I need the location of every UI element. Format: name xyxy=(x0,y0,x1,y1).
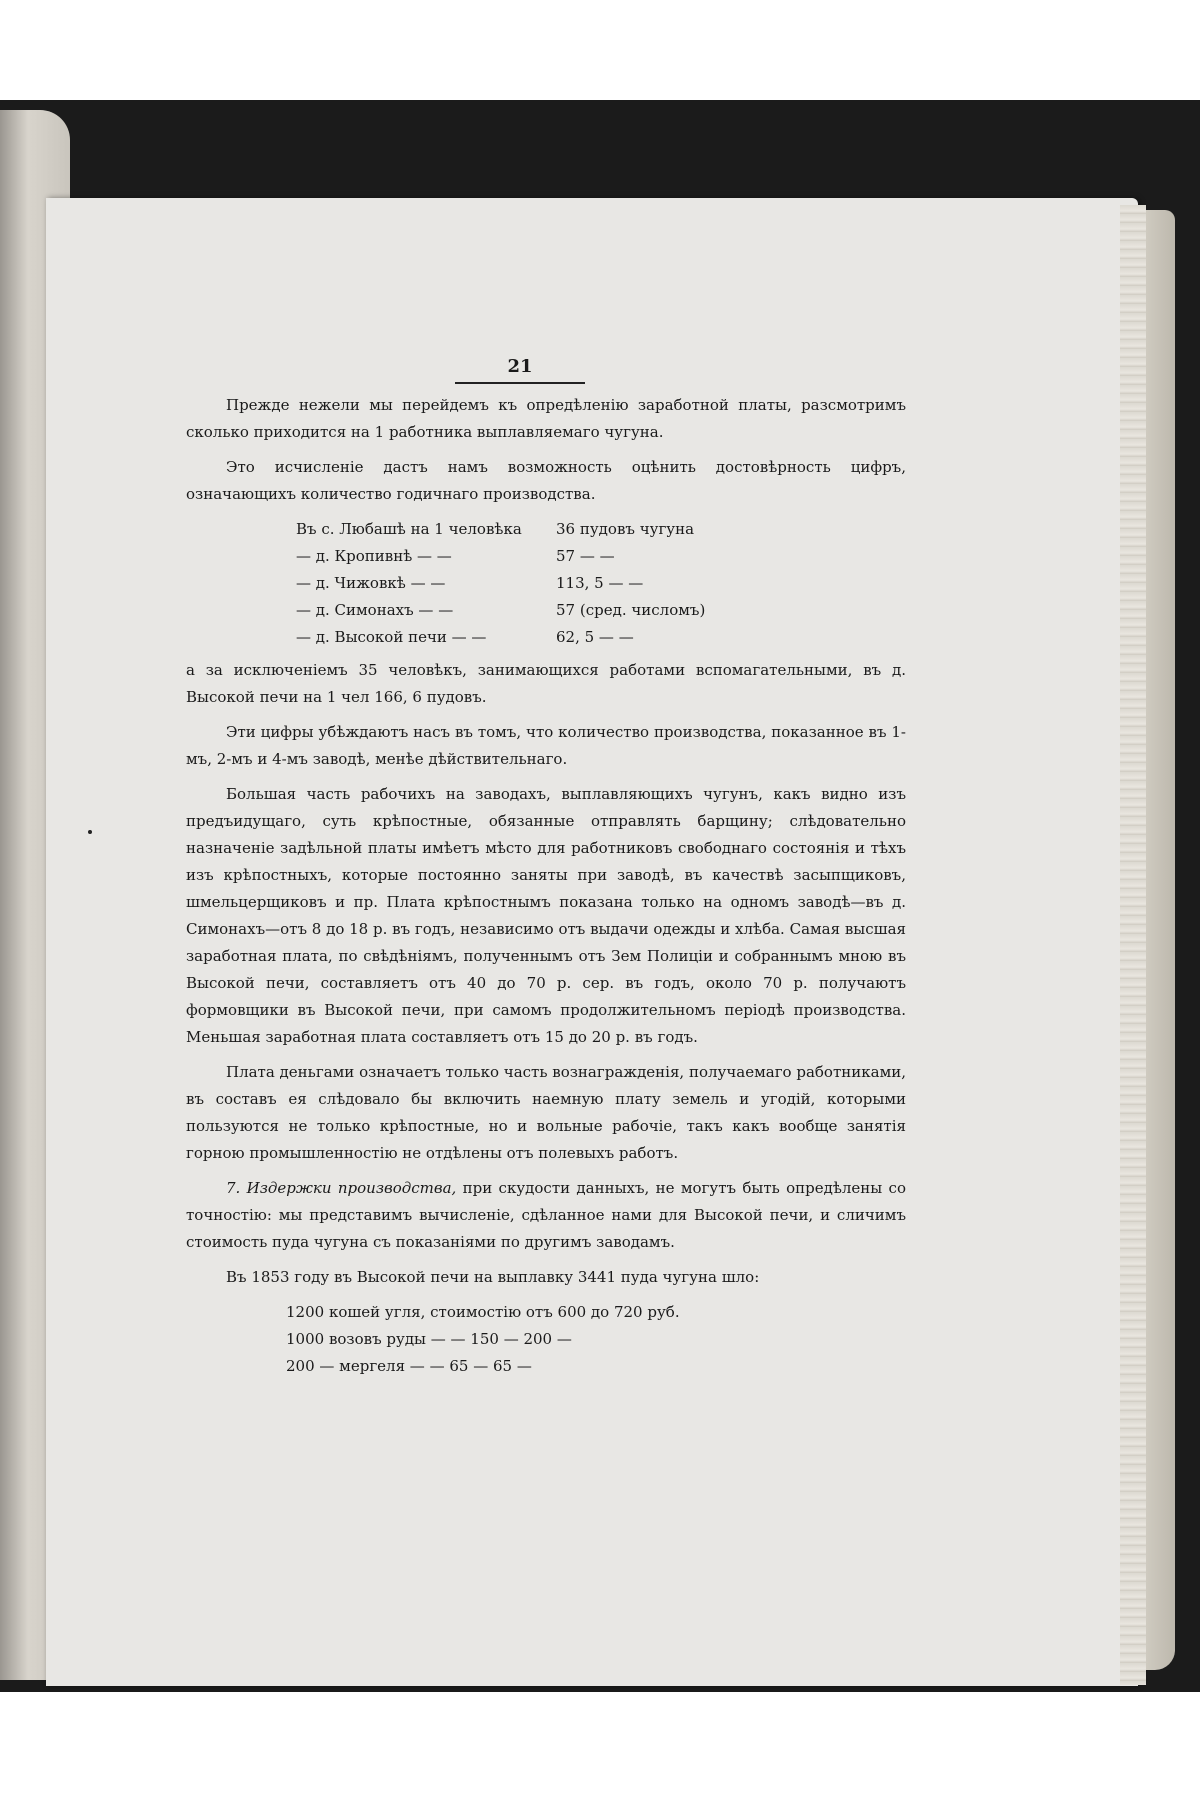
page-edge xyxy=(1120,205,1146,1685)
paragraph-5: Большая часть рабочихъ на заводахъ, выплавляющихъ чугунъ, какъ видно изъ предъидущаго, суть крѣпостные, обязанные отправлять барщину; слѣдовательно назначеніе задѣльной платы имѣетъ мѣсто для работниковъ свободнаго состоянія и тѣхъ изъ крѣпостныхъ, которые постоянно заняты при заводѣ, въ качествѣ засыпщиковъ, шмельцерщиковъ и пр. Плата крѣпостнымъ показана только на одномъ заводѣ—въ д. Симонахъ—отъ 8 до 18 р. въ годъ, независимо отъ выдачи одежды и хлѣба. Самая высшая заработная плата, по свѣдѣніямъ, полученнымъ отъ Зем Полиціи и собраннымъ мною въ Высокой печи, составляетъ отъ 40 до 70 р. сер. въ годъ, около 70 р. получаютъ формовщики въ Высокой печи, при самомъ продолжительномъ періодѣ производства. Меньшая заработная плата составляетъ отъ 15 до 20 р. въ годъ. xyxy=(186,785,906,1046)
paragraph-2: Это исчисленіе дастъ намъ возможность оцѣнить достовѣрность цифръ, означающихъ количество годичнаго производства. xyxy=(186,458,906,503)
list-value: 62, 5 — — xyxy=(556,628,634,646)
list-item xyxy=(296,570,906,597)
list-place: Въ с. Любашѣ на 1 человѣка xyxy=(296,520,522,538)
list-place: — д. Симонахъ — — xyxy=(296,601,454,619)
margin-mark xyxy=(88,830,92,834)
list-item: 1200 кошей угля, стоимостію отъ 600 до 720 руб. xyxy=(286,1303,680,1321)
list-item xyxy=(296,624,906,651)
paragraph-1: Прежде нежели мы перейдемъ къ опредѣленію заработной платы, разсмотримъ сколько приходится на 1 работника выплавляемаго чугуна. xyxy=(186,396,906,441)
paragraph-7-text: при скудости данныхъ, не могутъ быть опредѣлены со точностію: мы представимъ вычисленіе, сдѣланное нами для Высокой печи, и сличимъ стоимость пуда чугуна съ показаніями по другимъ заводамъ. xyxy=(186,1179,906,1251)
list-value: 36 пудовъ чугуна xyxy=(556,520,695,538)
list-item xyxy=(296,543,906,570)
section-heading: 7. Издержки производства, xyxy=(226,1179,457,1197)
list-value: 57 (сред. числомъ) xyxy=(556,601,706,619)
list-value: 113, 5 — — xyxy=(556,574,644,592)
list-item xyxy=(296,516,906,543)
paragraph-4: Эти цифры убѣждаютъ насъ въ томъ, что количество производства, показанное въ 1-мъ, 2-мъ и 4-мъ заводѣ, менѣе дѣйствительнаго. xyxy=(186,723,906,768)
page-text xyxy=(186,392,906,1386)
bottom-margin xyxy=(0,1692,1200,1800)
page-number: 21 xyxy=(507,356,533,377)
list-item: 200 — мергеля — — 65 — 65 — xyxy=(286,1357,532,1375)
list-place: — д. Кропивнѣ — — xyxy=(296,547,452,565)
list-item: 1000 возовъ руды — — 150 — 200 — xyxy=(286,1330,572,1348)
list-place: — д. Высокой печи — — xyxy=(296,628,487,646)
per-worker-list xyxy=(296,516,906,651)
paragraph-6: Плата деньгами означаетъ только часть вознагражденія, получаемаго работниками, въ составъ ея слѣдовало бы включить наемную плату земель и угодій, которыми пользуются не только крѣпостные, но и вольные рабочіе, такъ какъ вообще занятія горною промышленностію не отдѣлены отъ полевыхъ работъ. xyxy=(186,1063,907,1162)
paragraph-8: Въ 1853 году въ Высокой печи на выплавку 3441 пуда чугуна шло: xyxy=(226,1268,760,1286)
paragraph-7 xyxy=(186,1175,906,1256)
list-place: — д. Чижовкѣ — — xyxy=(296,574,446,592)
list-item xyxy=(296,597,906,624)
page-number-rule xyxy=(455,382,585,384)
expense-list xyxy=(286,1299,906,1380)
list-value: 57 — — xyxy=(556,547,615,565)
paragraph-3: а за исключеніемъ 35 человѣкъ, занимающихся работами вспомагательными, въ д. Высокой печи на 1 чел 166, 6 пудовъ. xyxy=(186,661,906,706)
